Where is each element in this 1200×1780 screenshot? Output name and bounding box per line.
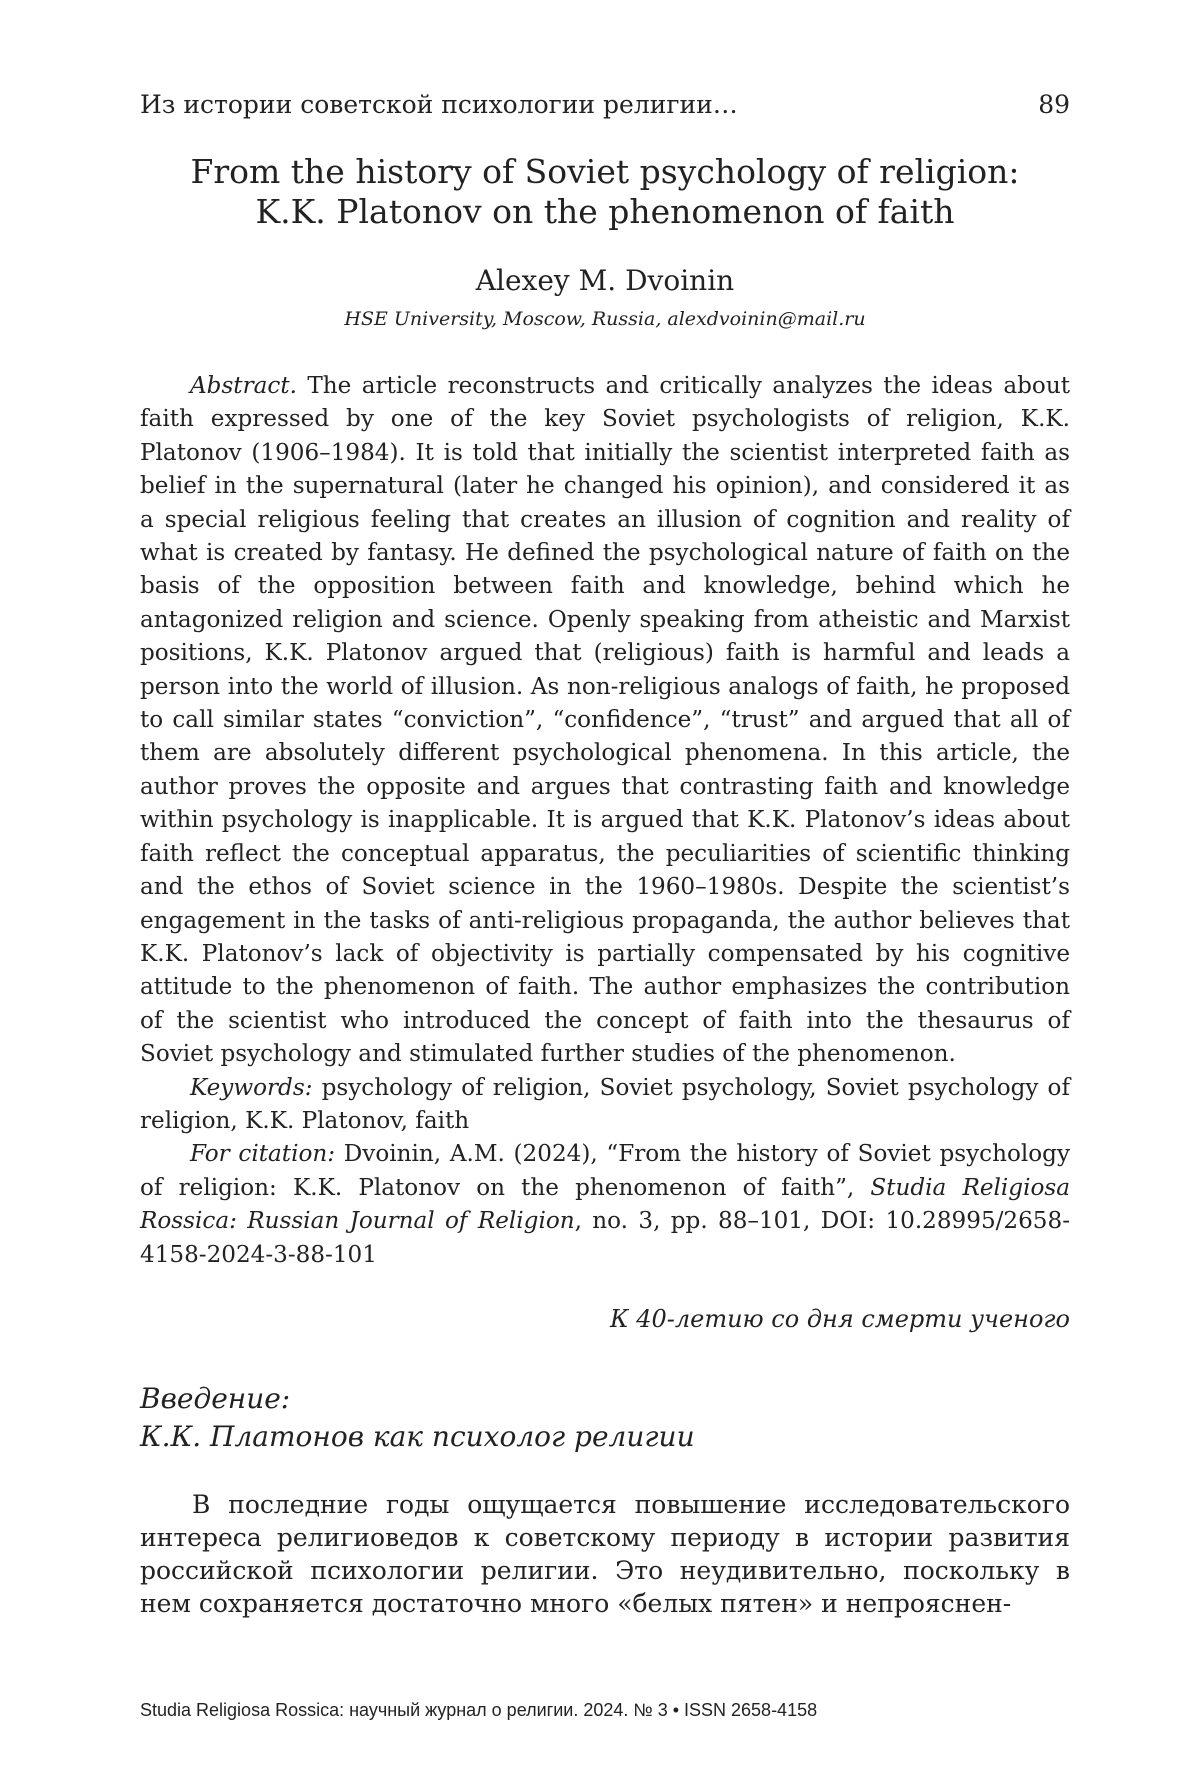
author-affiliation: HSE University, Moscow, Russia, alexdvoinin@mail.ru: [344, 308, 866, 330]
body-text: [140, 1488, 1070, 1620]
article-title: [140, 152, 1070, 232]
abstract-text: The article reconstructs and critically analyzes the ideas about faith expressed by one of the key Soviet psychologists of religion, K.K. Platonov (1906–1984). It is told that initially the scientist interpreted faith as belief in the supernatural (later he changed his opinion), and considered it as a special religious feeling that creates an illusion of cognition and reality of what is created by fantasy. He defined the psychological nature of faith on the basis of the opposition between faith and knowledge, behind which he antagonized religion and science. Openly speaking from atheistic and Marxist positions, K.K. Platonov argued that (religious) faith is harmful and leads a person into the world of illusion. As non-religious analogs of faith, he proposed to call similar states “conviction”, “confidence”, “trust” and argued that all of them are absolutely different psychological phenomena. In this article, the author proves the opposite and argues that contrasting faith and knowledge within psychology is inapplicable. It is argued that K.K. Platonov’s ideas about faith reflect the conceptual apparatus, the peculiarities of scientific thinking and the ethos of Soviet science in the 1960–1980s. Despite the scientist’s engagement in the tasks of anti-religious propaganda, the author believes that K.K. Platonov’s lack of objectivity is partially compensated by his cognitive attitude to the phenomenon of faith. The author emphasizes the contribution of the scientist who introduced the concept of faith into the thesaurus of Soviet psychology and stimulated further studies of the phenomenon.: [140, 373, 1070, 1068]
running-header: [140, 90, 1070, 126]
abstract-paragraph: [140, 370, 1070, 1072]
author-name: Alexey M. Dvoinin: [475, 264, 735, 297]
article-title-line-1: From the history of Soviet psychology of religion:: [190, 152, 1020, 191]
citation-text-after: , no. 3, pp. 88–101, DOI: 10.28995/2658-4158-2024-3-88-101: [140, 1208, 1070, 1268]
section-heading-line-1: Введение:: [140, 1382, 291, 1415]
body-paragraph: В последние годы ощущается повышение исследовательского интереса религиоведов к советскому периоду в истории развития российской психологии религии. Это неудивительно, поскольку в нем сохраняется достаточно много «белых пятен» и непрояснен-: [140, 1490, 1070, 1618]
citation-paragraph: [140, 1138, 1070, 1272]
abstract-block: [140, 370, 1070, 1272]
abstract-label: Abstract.: [190, 373, 297, 399]
running-title: Из истории советской психологии религии…: [140, 90, 738, 119]
keywords-paragraph: [140, 1072, 1070, 1139]
article-title-line-2: K.K. Platonov on the phenomenon of faith: [255, 192, 955, 231]
citation-label: For citation:: [190, 1141, 336, 1168]
section-heading: [140, 1380, 1070, 1456]
journal-page: [140, 0, 1070, 1780]
citation-journal: Studia Religiosa Rossica: Russian Journal of Religion: [140, 1174, 1070, 1235]
journal-footer: Studia Religiosa Rossica: научный журнал о религии. 2024. № 3 • ISSN 2658-4158: [140, 1700, 818, 1720]
citation-text-before: Dvoinin, A.M. (2024), “From the history of Soviet psychology of religion: K.K. Platonov on the phenomenon of faith”,: [140, 1141, 1070, 1201]
section-heading-line-2: К.К. Платонов как психолог религии: [140, 1420, 695, 1453]
keywords-label: Keywords:: [190, 1074, 313, 1101]
page-number: 89: [1038, 90, 1070, 119]
dedication: К 40-летию со дня смерти ученого: [609, 1305, 1070, 1333]
keywords-text: psychology of religion, Soviet psychology, Soviet psychology of religion, K.K. Platonov, faith: [140, 1074, 1070, 1134]
